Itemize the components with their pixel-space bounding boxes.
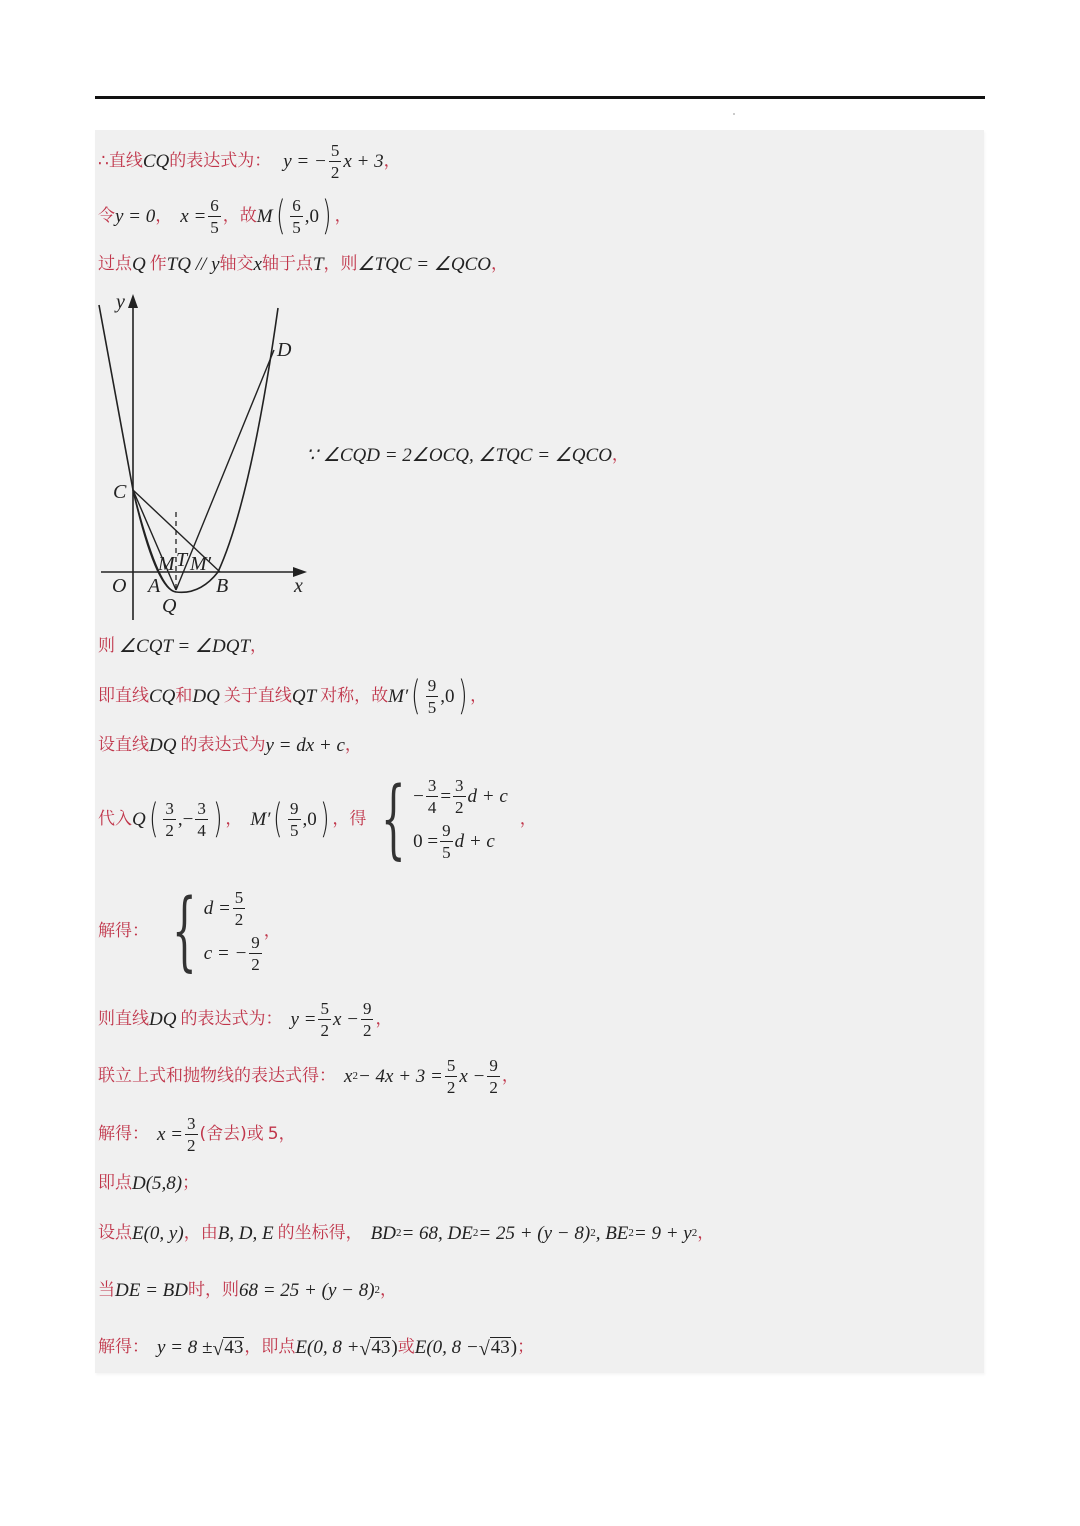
numerator: 9: [290, 798, 299, 818]
denominator: 5: [442, 843, 451, 862]
denominator: 2: [251, 955, 260, 974]
denominator: 2: [234, 910, 244, 929]
math: ): [510, 1337, 518, 1359]
math: ,−: [177, 808, 194, 830]
punct: ，: [334, 205, 352, 226]
line-solve-dc: [98, 881, 281, 981]
equation-system: [366, 769, 508, 869]
y-axis-arrow-icon: [128, 294, 138, 308]
math: ∠CQT = ∠DQT: [119, 636, 251, 657]
denominator: 4: [197, 820, 206, 840]
math-var: CQ: [149, 685, 176, 707]
text: 当: [98, 1280, 115, 1300]
line-solve-x: [98, 1115, 296, 1154]
math-var: CQ: [142, 151, 170, 172]
punct: ，: [278, 1124, 296, 1144]
parabola-diagram: [96, 290, 316, 630]
text: 或: [397, 1337, 415, 1358]
superscript: 2: [374, 1284, 381, 1296]
text: 的坐标得，: [277, 1223, 363, 1243]
superscript: 2: [395, 1227, 402, 1239]
denominator: 5: [292, 217, 301, 237]
text: 解得：: [98, 920, 149, 941]
denominator: 2: [362, 1021, 372, 1040]
math: −: [413, 786, 424, 807]
text: 轴于点: [261, 254, 313, 274]
left-brace: {: [381, 769, 407, 869]
math: x −: [459, 1066, 486, 1087]
numerator: 5: [330, 141, 340, 160]
radical-icon: √: [212, 1337, 224, 1360]
numerator: 3: [187, 1114, 196, 1133]
numerator: 5: [446, 1056, 456, 1075]
denominator: 5: [290, 820, 299, 840]
punct: ，: [155, 205, 173, 226]
punct: ，: [380, 1280, 398, 1300]
math: 0 =: [413, 831, 439, 852]
text: 的表达式为：: [180, 1009, 283, 1029]
numerator: 3: [427, 776, 437, 795]
line-angle-equal: [98, 637, 267, 656]
system-row-1: [413, 777, 508, 816]
text: 令: [98, 205, 115, 226]
text: 的表达式为: [180, 735, 266, 755]
text: 关于直线: [223, 685, 292, 706]
punct: ，: [225, 808, 243, 829]
label-m-prime: M′: [190, 553, 212, 575]
line-de-eq-bd: [98, 1281, 397, 1300]
fraction: [208, 197, 221, 236]
math: TQ // y: [166, 254, 220, 275]
punct: ，: [383, 151, 401, 171]
line-dq-form: [98, 736, 362, 755]
math-var: Q: [132, 254, 146, 275]
speck: [733, 113, 735, 115]
superscript: 2: [691, 1227, 698, 1239]
system-row-2: [204, 934, 264, 973]
line-solve-y: [98, 1337, 534, 1359]
numerator: 5: [234, 888, 244, 907]
text: 和: [175, 685, 193, 706]
numerator: 6: [292, 195, 301, 215]
math: ∠TQC = ∠QCO: [357, 254, 491, 275]
text: ，故: [222, 205, 257, 226]
text: 对称，故: [320, 685, 389, 706]
text: 解得：: [98, 1124, 149, 1144]
math-var: M′: [388, 685, 409, 707]
math-var: x: [253, 254, 262, 275]
left-paren: (: [148, 796, 159, 842]
fraction: [329, 142, 342, 181]
fraction: [453, 777, 466, 816]
system-row-1: [204, 889, 264, 928]
math-var: DQ: [149, 735, 177, 756]
line-combine: [98, 1057, 519, 1096]
denominator: 2: [330, 163, 340, 182]
label-b: B: [216, 575, 229, 597]
math: = 68, DE: [401, 1223, 473, 1244]
denominator: 2: [455, 798, 464, 817]
math-var: M: [256, 205, 273, 227]
numerator: 9: [489, 1056, 498, 1075]
math: ): [391, 1337, 398, 1359]
math-var: DQ: [192, 685, 220, 707]
text: (舍去)或: [199, 1124, 264, 1144]
radical-icon: √: [478, 1337, 490, 1360]
math: x −: [332, 1009, 359, 1030]
text: 则: [98, 636, 115, 656]
math-var: T: [312, 254, 324, 275]
radicand: 43: [371, 1337, 391, 1358]
numerator: 9: [362, 999, 372, 1018]
system-rows: [204, 889, 264, 973]
math: ,0: [304, 205, 319, 227]
math: x =: [180, 205, 207, 227]
fraction: [361, 1000, 374, 1039]
denominator: 2: [320, 1021, 329, 1040]
fraction: [426, 777, 439, 816]
fraction: [290, 197, 303, 236]
denominator: 2: [446, 1078, 456, 1097]
text: 轴交: [219, 254, 254, 274]
right-paren: ): [457, 673, 467, 719]
math: c = −: [203, 943, 248, 964]
text: 设点: [98, 1223, 132, 1243]
label-c: C: [113, 481, 127, 503]
math: E(0, 8 −: [414, 1337, 479, 1359]
math: DE = BD: [115, 1280, 188, 1301]
label-y: y: [116, 291, 125, 313]
math: 68 = 25 + (y − 8): [238, 1280, 375, 1301]
text: 过点: [98, 254, 132, 274]
math-var: M′: [250, 808, 271, 830]
square-root: [212, 1337, 244, 1359]
label-t: T: [176, 549, 188, 571]
math: x + 3: [343, 151, 384, 172]
label-x: x: [294, 575, 303, 597]
numerator: 6: [210, 195, 219, 215]
fraction: [440, 822, 453, 861]
punct: ；: [517, 1337, 535, 1358]
line-dq-result: [98, 1000, 392, 1039]
punct: ，: [344, 735, 362, 755]
punct: ；: [182, 1173, 200, 1193]
denominator: 4: [427, 798, 437, 817]
right-paren: ): [319, 796, 330, 842]
denominator: 5: [210, 217, 219, 237]
numerator: 3: [197, 798, 206, 818]
denominator: 2: [187, 1136, 196, 1155]
text: ，由: [183, 1223, 218, 1243]
label-q: Q: [162, 595, 177, 617]
math: y = dx + c: [265, 735, 345, 756]
left-brace: {: [172, 881, 197, 981]
math: = 25 + (y − 8): [478, 1223, 591, 1244]
text: 则直线: [98, 1009, 149, 1029]
punct: ，: [491, 254, 508, 274]
text: 5: [267, 1124, 279, 1144]
math: d =: [203, 898, 231, 919]
parabola-curve: [99, 305, 278, 592]
left-paren: (: [275, 193, 286, 239]
text: 即点: [98, 1173, 132, 1193]
numerator: 9: [427, 675, 437, 695]
text: 解得：: [98, 1337, 149, 1358]
punct: ，: [501, 1066, 519, 1086]
text: ∴直线: [98, 151, 143, 171]
math-var: QT: [291, 685, 317, 707]
numerator: 9: [442, 821, 451, 840]
text: 代入: [98, 808, 132, 829]
math: y =: [290, 1009, 317, 1030]
math: x: [344, 1066, 353, 1087]
fraction: [163, 800, 176, 839]
line-substitute: [98, 769, 537, 869]
math: = 9 + y: [633, 1223, 692, 1244]
text: 的表达式为：: [169, 151, 272, 171]
math: BD: [370, 1223, 396, 1244]
superscript: 2: [628, 1227, 634, 1239]
denominator: 2: [165, 820, 174, 840]
label-d: D: [277, 339, 292, 361]
line-draw-tq: [98, 255, 508, 274]
math: ,0: [440, 685, 455, 707]
math: ,0: [302, 808, 317, 830]
line-cq-expression: [98, 142, 401, 181]
punct: ，: [697, 1223, 715, 1243]
punct: ，: [611, 445, 629, 465]
math: y = 8 ±: [157, 1337, 213, 1359]
radical-icon: √: [359, 1337, 371, 1360]
fraction: [233, 889, 246, 928]
math: d + c: [454, 831, 495, 852]
label-a: A: [148, 575, 161, 597]
numerator: 9: [251, 933, 260, 952]
fraction: [445, 1057, 458, 1096]
fraction: [288, 800, 301, 839]
math: , BE: [595, 1223, 629, 1244]
system-rows: [413, 777, 508, 861]
punct: ，: [263, 920, 281, 941]
superscript: 2: [352, 1070, 358, 1082]
text: 作: [149, 254, 167, 274]
label-o: O: [112, 575, 127, 597]
text: ，即点: [244, 1337, 296, 1358]
square-root: [359, 1337, 391, 1359]
superscript: 2: [590, 1227, 596, 1239]
punct: ，: [375, 1009, 393, 1029]
line-set-y-zero: [98, 193, 352, 239]
denominator: 5: [427, 697, 437, 717]
math: ∵ ∠CQD = 2∠OCQ, ∠TQC = ∠QCO: [306, 445, 612, 466]
left-paren: (: [411, 673, 421, 719]
header-rule: [95, 96, 985, 99]
math: B, D, E: [217, 1223, 274, 1244]
punct: ，: [470, 685, 488, 706]
fraction: [426, 677, 439, 716]
math: y = 0: [115, 205, 156, 227]
math: E(0, y): [132, 1223, 184, 1244]
punct: ，: [250, 636, 268, 656]
numerator: 3: [455, 776, 464, 795]
math-var: Q: [132, 808, 146, 830]
fraction: [487, 1057, 500, 1096]
diagram-svg: [96, 290, 316, 630]
system-row-2: [413, 822, 508, 861]
text: 时，则: [187, 1280, 239, 1300]
radicand: 43: [224, 1337, 244, 1358]
left-paren: (: [273, 796, 283, 842]
text: 联立上式和抛物线的表达式得：: [98, 1066, 336, 1086]
math: − 4x + 3 =: [357, 1066, 443, 1087]
fraction: [249, 934, 262, 973]
fraction: [195, 800, 208, 839]
fraction: [185, 1115, 198, 1154]
radicand: 43: [490, 1337, 510, 1358]
math: E(0, 8 +: [295, 1337, 360, 1359]
square-root: [479, 1337, 511, 1359]
right-paren: ): [322, 193, 332, 239]
math: d + c: [467, 786, 508, 807]
numerator: 3: [165, 798, 174, 818]
fraction: [318, 1000, 331, 1039]
line-point-e: [98, 1224, 714, 1243]
line-symmetric: [98, 673, 488, 719]
punct: ，: [519, 808, 537, 829]
math: =: [440, 786, 452, 807]
math: x =: [157, 1124, 184, 1145]
numerator: 5: [320, 999, 329, 1018]
text: ，则: [323, 254, 358, 274]
text: ，得: [332, 808, 367, 829]
right-paren: ): [212, 796, 223, 842]
text: 设直线: [98, 735, 149, 755]
denominator: 2: [489, 1078, 498, 1097]
label-m: M: [158, 553, 175, 575]
superscript: 2: [472, 1227, 479, 1239]
line-because: [306, 446, 629, 465]
line-point-d: [98, 1174, 199, 1193]
math: D(5,8): [132, 1173, 183, 1194]
equation-system: [157, 881, 264, 981]
math: y = −: [283, 151, 327, 172]
math-var: DQ: [149, 1009, 177, 1030]
text: 即直线: [98, 685, 149, 706]
